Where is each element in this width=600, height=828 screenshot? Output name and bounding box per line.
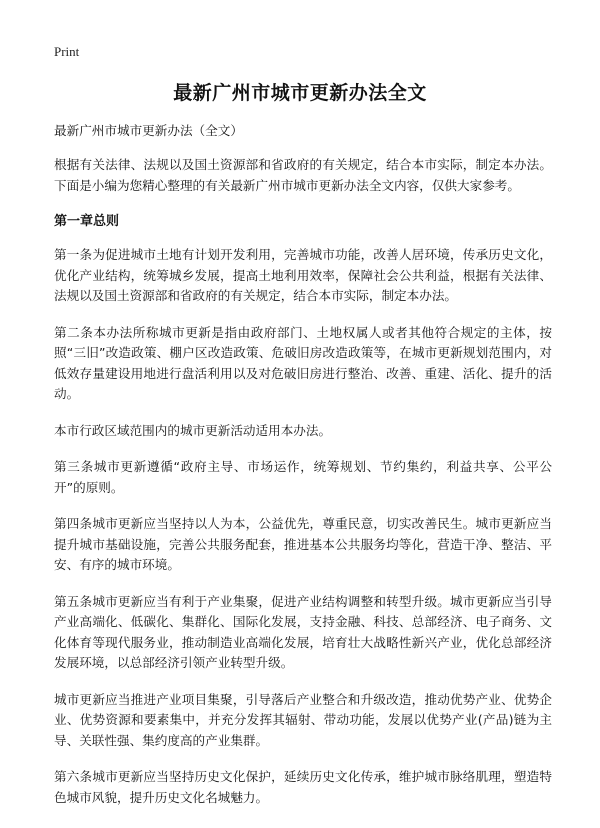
chapter-heading: 第一章总则 <box>54 214 120 229</box>
article-paragraph: 第一条为促进城市土地有计划开发利用，完善城市功能，改善人居环境，传承历史文化，优化产业结构，统筹城乡发展，提高土地利用效率，保障社会公共利益，根据有关法律、法规以及国土资源部和省政府的有关规定，结合本市实际，制定本办法。 <box>54 247 552 303</box>
article-paragraph: 城市更新应当推进产业项目集聚，引导落后产业整合和升级改造，推动优势产业、优势企业、优势资源和要素集中，并充分发挥其辐射、带动功能，发展以优势产业(产品)链为主导、关联性强、集约度高的产业集群。 <box>54 691 552 748</box>
article-paragraph: 第六条城市更新应当坚持历史文化保护，延续历史文化传承，维护城市脉络肌理，塑造特色城市风貌，提升历史文化名城魅力。 <box>54 769 552 805</box>
article-paragraph: 第二条本办法所称城市更新是指由政府部门、土地权属人或者其他符合规定的主体，按照“三旧”改造政策、棚户区改造政策、危破旧房改造政策等，在城市更新规划范围内，对低效存量建设用地进行盘活利用以及对危破旧房进行整治、改善、重建、活化、提升的活动。 <box>54 324 552 401</box>
article-paragraph: 第五条城市更新应当有利于产业集聚，促进产业结构调整和转型升级。城市更新应当引导产业高端化、低碳化、集群化、国际化发展，支持金融、科技、总部经济、电子商务、文化体育等现代服务业，推动制造业高端化发展，培育壮大战略性新兴产业，优化总部经济发展环境，以总部经济引领产业转型升级。 <box>54 593 552 670</box>
article-subtitle: 最新广州市城市更新办法（全文） <box>54 123 243 138</box>
print-link[interactable]: Print <box>54 44 80 59</box>
article-paragraph: 第三条城市更新遵循“政府主导、市场运作，统筹规划、节约集约，利益共享、公平公开”的原则。 <box>54 459 552 495</box>
page-title: 最新广州市城市更新办法全文 <box>173 82 427 104</box>
intro-paragraph: 根据有关法律、法规以及国土资源部和省政府的有关规定，结合本市实际，制定本办法。下面是小编为您精心整理的有关最新广州市城市更新办法全文内容，仅供大家参考。 <box>54 157 552 193</box>
article-paragraph: 第四条城市更新应当坚持以人为本，公益优先，尊重民意，切实改善民生。城市更新应当提升城市基础设施，完善公共服务配套，推进基本公共服务均等化，营造干净、整洁、平安、有序的城市环境。 <box>54 516 552 572</box>
article-paragraph: 本市行政区域范围内的城市更新活动适用本办法。 <box>54 422 332 438</box>
article-body <box>54 121 552 824</box>
